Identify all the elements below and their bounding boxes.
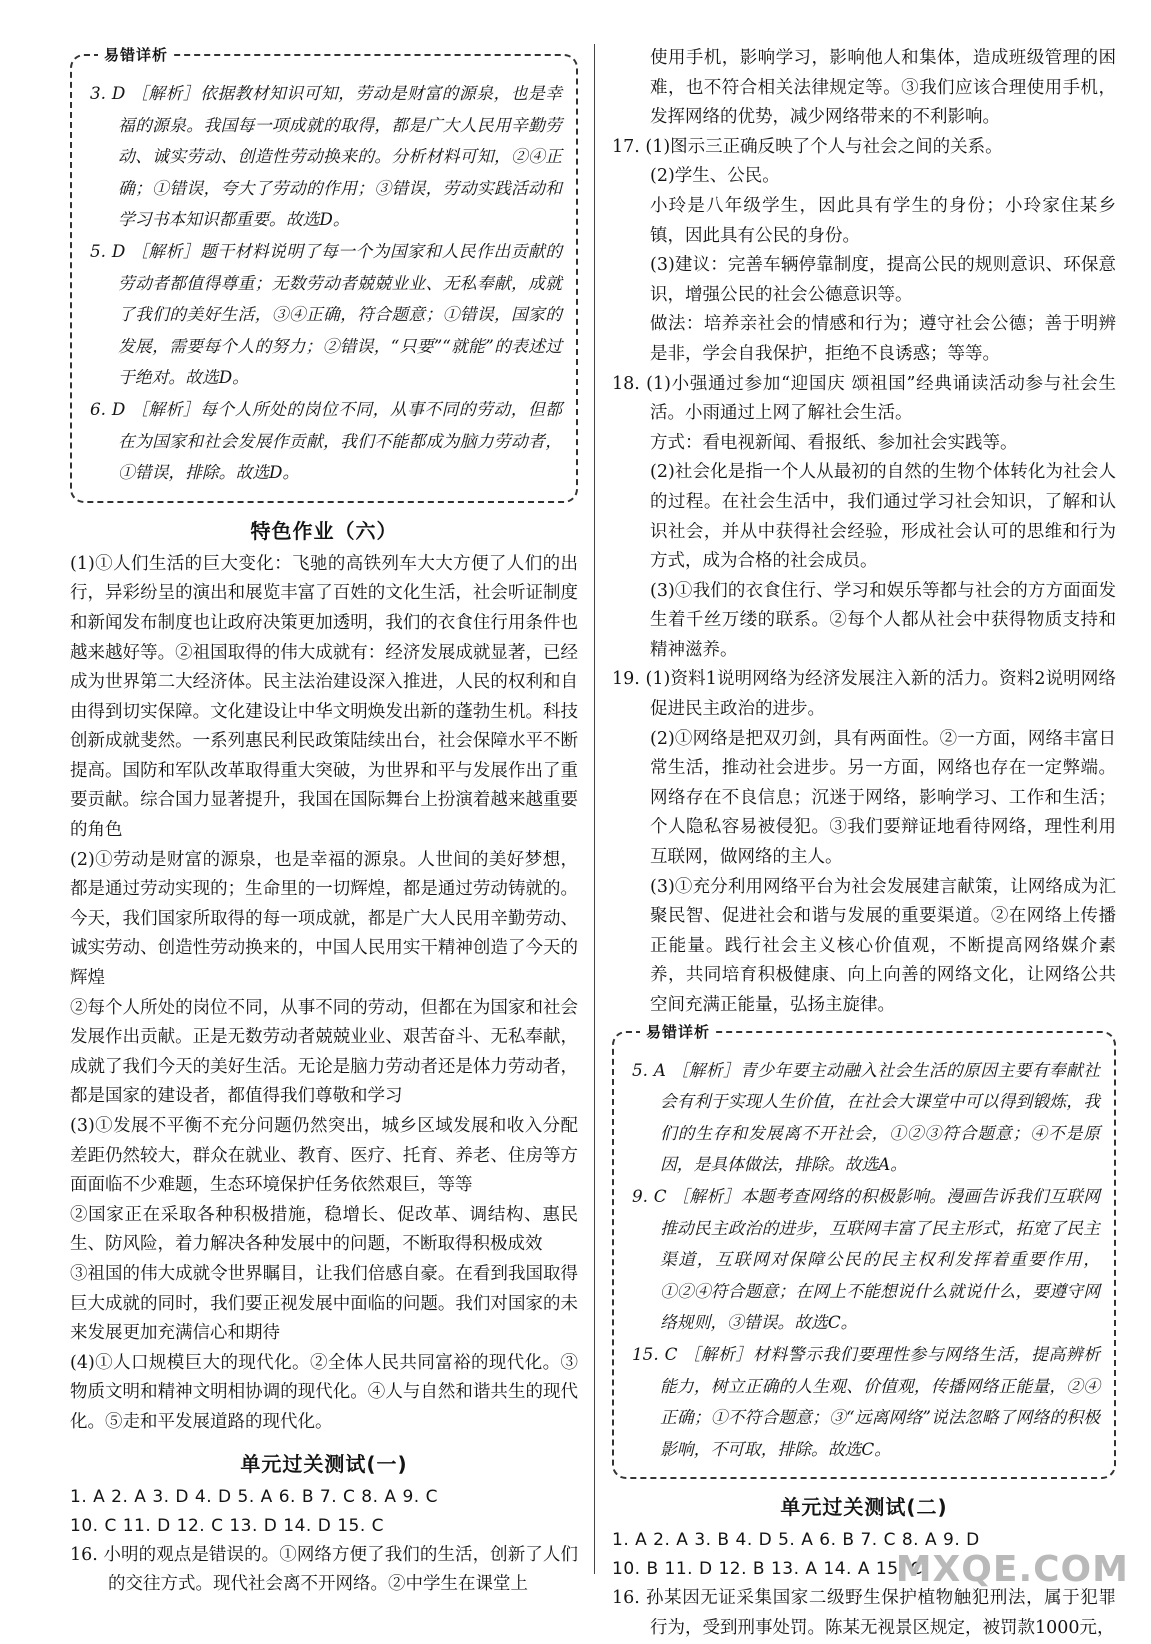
question-answer: 19. (1)资料1说明网络为经济发展注入新的活力。资料2说明网络促进民主政治的进步。 xyxy=(612,669,1116,720)
choice-answers: 10. C 11. D 12. C 13. D 14. D 15. C xyxy=(70,1515,385,1536)
watermark-logo: MXQE.COM xyxy=(895,1549,1129,1590)
answer-paragraph: (3)①发展不平衡不充分问题仍然突出，城乡区域发展和收入分配差距仍然较大，群众在就业、教育、医疗、托育、养老、住房等方面面临不少难题，生态环境保护任务依然艰巨，等等 xyxy=(70,1116,578,1196)
question-answer: (3)①充分利用网络平台为社会发展建言献策，让网络成为汇聚民智、促进社会和谐与发展的重要渠道。②在网络上传播正能量。践行社会主义核心价值观，不断提高网络媒介素养，共同培育积极健康、向上向善的网络文化，让网络公共空间充满正能量，弘扬主旋律。 xyxy=(650,876,1116,1015)
analysis-item: 15. C ［解析］材料警示我们要理性参与网络生活，提高辨析能力，树立正确的人生观、价值观，传播网络正能量，②④正确；①不符合题意；③“远离网络”说法忽略了网络的积极影响，不可取，排除。故选C。 xyxy=(632,1343,1100,1459)
choice-answers: 1. A 2. A 3. D 4. D 5. A 6. B 7. C 8. A 9. C xyxy=(70,1486,438,1507)
analysis-item: 5. D ［解析］题干材料说明了每一个为国家和人民作出贡献的劳动者都值得尊重；无数劳动者兢兢业业、无私奉献，成就了我们的美好生活，③④正确，符合题意；①错误，国家的发展，需要每个人的努力；②错误，“只要”“就能”的表述过于绝对。故选D。 xyxy=(90,240,562,388)
analysis-item: 5. A ［解析］青少年要主动融入社会生活的原因主要有奉献社会有利于实现人生价值，在社会大课堂中可以得到锻炼，我们的生存和发展离不开社会，①②③符合题意；④不是原因，是具体做法，排除。故选A。 xyxy=(632,1059,1100,1175)
question-answer: 方式：看电视新闻、看报纸、参加社会实践等。 xyxy=(650,432,1018,453)
question-answer: (2)社会化是指一个人从最初的自然的生物个体转化为社会人的过程。在社会生活中，我们通过学习社会知识，了解和认识社会，并从中获得社会经验，形成社会认可的思维和行为方式，成为合格的社会成员。 xyxy=(650,462,1116,572)
right-column xyxy=(612,44,1116,1644)
answer-paragraph: ②国家正在采取各种积极措施，稳增长、促改革、调结构、惠民生、防风险，着力解决各种发展中的问题，不断取得积极成效 xyxy=(70,1204,578,1255)
analysis-item: 6. D ［解析］每个人所处的岗位不同，从事不同的劳动，但都在为国家和社会发展作贡献，我们不能都成为脑力劳动者，①错误，排除。故选D。 xyxy=(90,398,562,483)
column-divider xyxy=(594,44,595,1574)
question-answer: 18. (1)小强通过参加“迎国庆 颂祖国”经典诵读活动参与社会生活。小雨通过上网了解社会生活。 xyxy=(612,373,1116,424)
question-answer: (3)建议：完善车辆停靠制度，提高公民的规则意识、环保意识，增强公民的社会公德意识等。 xyxy=(650,255,1116,305)
question-answer: (3)①我们的衣食住行、学习和娱乐等都与社会的方方面面发生着千丝万缕的联系。②每个人都从社会中获得物质支持和精神滋养。 xyxy=(650,580,1116,660)
analysis-item: 9. C ［解析］本题考查网络的积极影响。漫画告诉我们互联网推动民主政治的进步，互联网丰富了民主形式，拓宽了民主渠道，互联网对保障公民的民主权利发挥着重要作用，①②④符合题意；在网上不能想说什么就说什么，要遵守网络规则，③错误。故选C。 xyxy=(632,1185,1100,1333)
error-analysis-tag: 易错详析 xyxy=(640,1021,716,1042)
section-title: 单元过关测试(二) xyxy=(780,1495,948,1520)
question-answer: 16. 小明的观点是错误的。①网络方便了我们的生活，创新了人们的交往方式。现代社会离不开网络。②中学生在课堂上 xyxy=(70,1544,578,1595)
answer-paragraph: (4)①人口规模巨大的现代化。②全体人民共同富裕的现代化。③物质文明和精神文明相协调的现代化。④人与自然和谐共生的现代化。⑤走和平发展道路的现代化。 xyxy=(70,1352,578,1432)
error-analysis-box-1 xyxy=(70,46,578,503)
question-answer: 16. 孙某因无证采集国家二级野生保护植物触犯刑法，属于犯罪行为，受到刑事处罚。陈某无视景区规定，被罚款1000元， xyxy=(612,1588,1116,1638)
choice-answers: 1. A 2. A 3. B 4. D 5. A 6. B 7. C 8. A 9. D xyxy=(612,1530,980,1551)
question-answer: 17. (1)图示三正确反映了个人与社会之间的关系。 xyxy=(612,136,1003,157)
answer-paragraph: ②每个人所处的岗位不同，从事不同的劳动，但都在为国家和社会发展作出贡献。正是无数劳动者兢兢业业、艰苦奋斗、无私奉献，成就了我们今天的美好生活。无论是脑力劳动者还是体力劳动者，都是国家的建设者，都值得我们尊敬和学习 xyxy=(70,997,578,1107)
choice-answers: 10. B 11. D 12. B 13. A 14. A 15. C xyxy=(612,1559,923,1580)
answer-paragraph: ③祖国的伟大成就令世界瞩目，让我们倍感自豪。在看到我国取得巨大成就的同时，我们要正视发展中面临的问题。我们对国家的未来发展更加充满信心和期待 xyxy=(70,1263,578,1344)
continued-answer: 使用手机，影响学习，影响他人和集体，造成班级管理的困难，也不符合相关法律规定等。③我们应该合理使用手机，发挥网络的优势，减少网络带来的不利影响。 xyxy=(650,48,1116,128)
question-answer: 做法：培养亲社会的情感和行为；遵守社会公德；善于明辨是非，学会自我保护，拒绝不良诱惑；等等。 xyxy=(650,314,1116,364)
section-title: 单元过关测试(一) xyxy=(240,1451,408,1476)
question-answer: (2)①网络是把双刃剑，具有两面性。②一方面，网络丰富日常生活，推动社会进步。另一方面，网络也存在一定弊端。网络存在不良信息；沉迷于网络，影响学习、工作和生活；个人隐私容易被侵犯。③我们要辩证地看待网络，理性利用互联网，做网络的主人。 xyxy=(650,728,1116,868)
question-answer: 小玲是八年级学生，因此具有学生的身份；小玲家住某乡镇，因此具有公民的身份。 xyxy=(650,195,1116,246)
analysis-item: 3. D ［解析］依据教材知识可知，劳动是财富的源泉，也是幸福的源泉。我国每一项成就的取得，都是广大人民用辛勤劳动、诚实劳动、创造性劳动换来的。分析材料可知，②④正确；①错误，夸大了劳动的作用；③错误，劳动实践活动和学习书本知识都重要。故选D。 xyxy=(90,83,562,230)
left-column xyxy=(70,44,578,1600)
answer-paragraph: (1)①人们生活的巨大变化：飞驰的高铁列车大大方便了人们的出行，异彩纷呈的演出和展览丰富了百姓的文化生活，社会听证制度和新闻发布制度也让政府决策更加透明，我们的衣食住行用条件也越来越好等。②祖国取得的伟大成就有：经济发展成就显著，已经成为世界第二大经济体。民主法治建设深入推进，人民的权利和自由得到切实保障。文化建设让中华文明焕发出新的蓬勃生机。科技创新成就斐然。一系列惠民利民政策陆续出台，社会保障水平不断提高。国防和军队改革取得重大突破，为世界和平与发展作出了重要贡献。综合国力显著提升，我国在国际舞台上扮演着越来越重要的角色 xyxy=(70,553,578,841)
error-analysis-tag: 易错详析 xyxy=(98,44,174,65)
answer-paragraph: (2)①劳动是财富的源泉，也是幸福的源泉。人世间的美好梦想，都是通过劳动实现的；生命里的一切辉煌，都是通过劳动铸就的。今天，我们国家所取得的每一项成就，都是广大人民用辛勤劳动、诚实劳动、创造性劳动换来的，中国人民用实干精神创造了今天的辉煌 xyxy=(70,849,578,989)
section-title: 特色作业（六） xyxy=(250,518,398,543)
error-analysis-box-2 xyxy=(612,1022,1116,1480)
question-answer: (2)学生、公民。 xyxy=(650,166,780,187)
